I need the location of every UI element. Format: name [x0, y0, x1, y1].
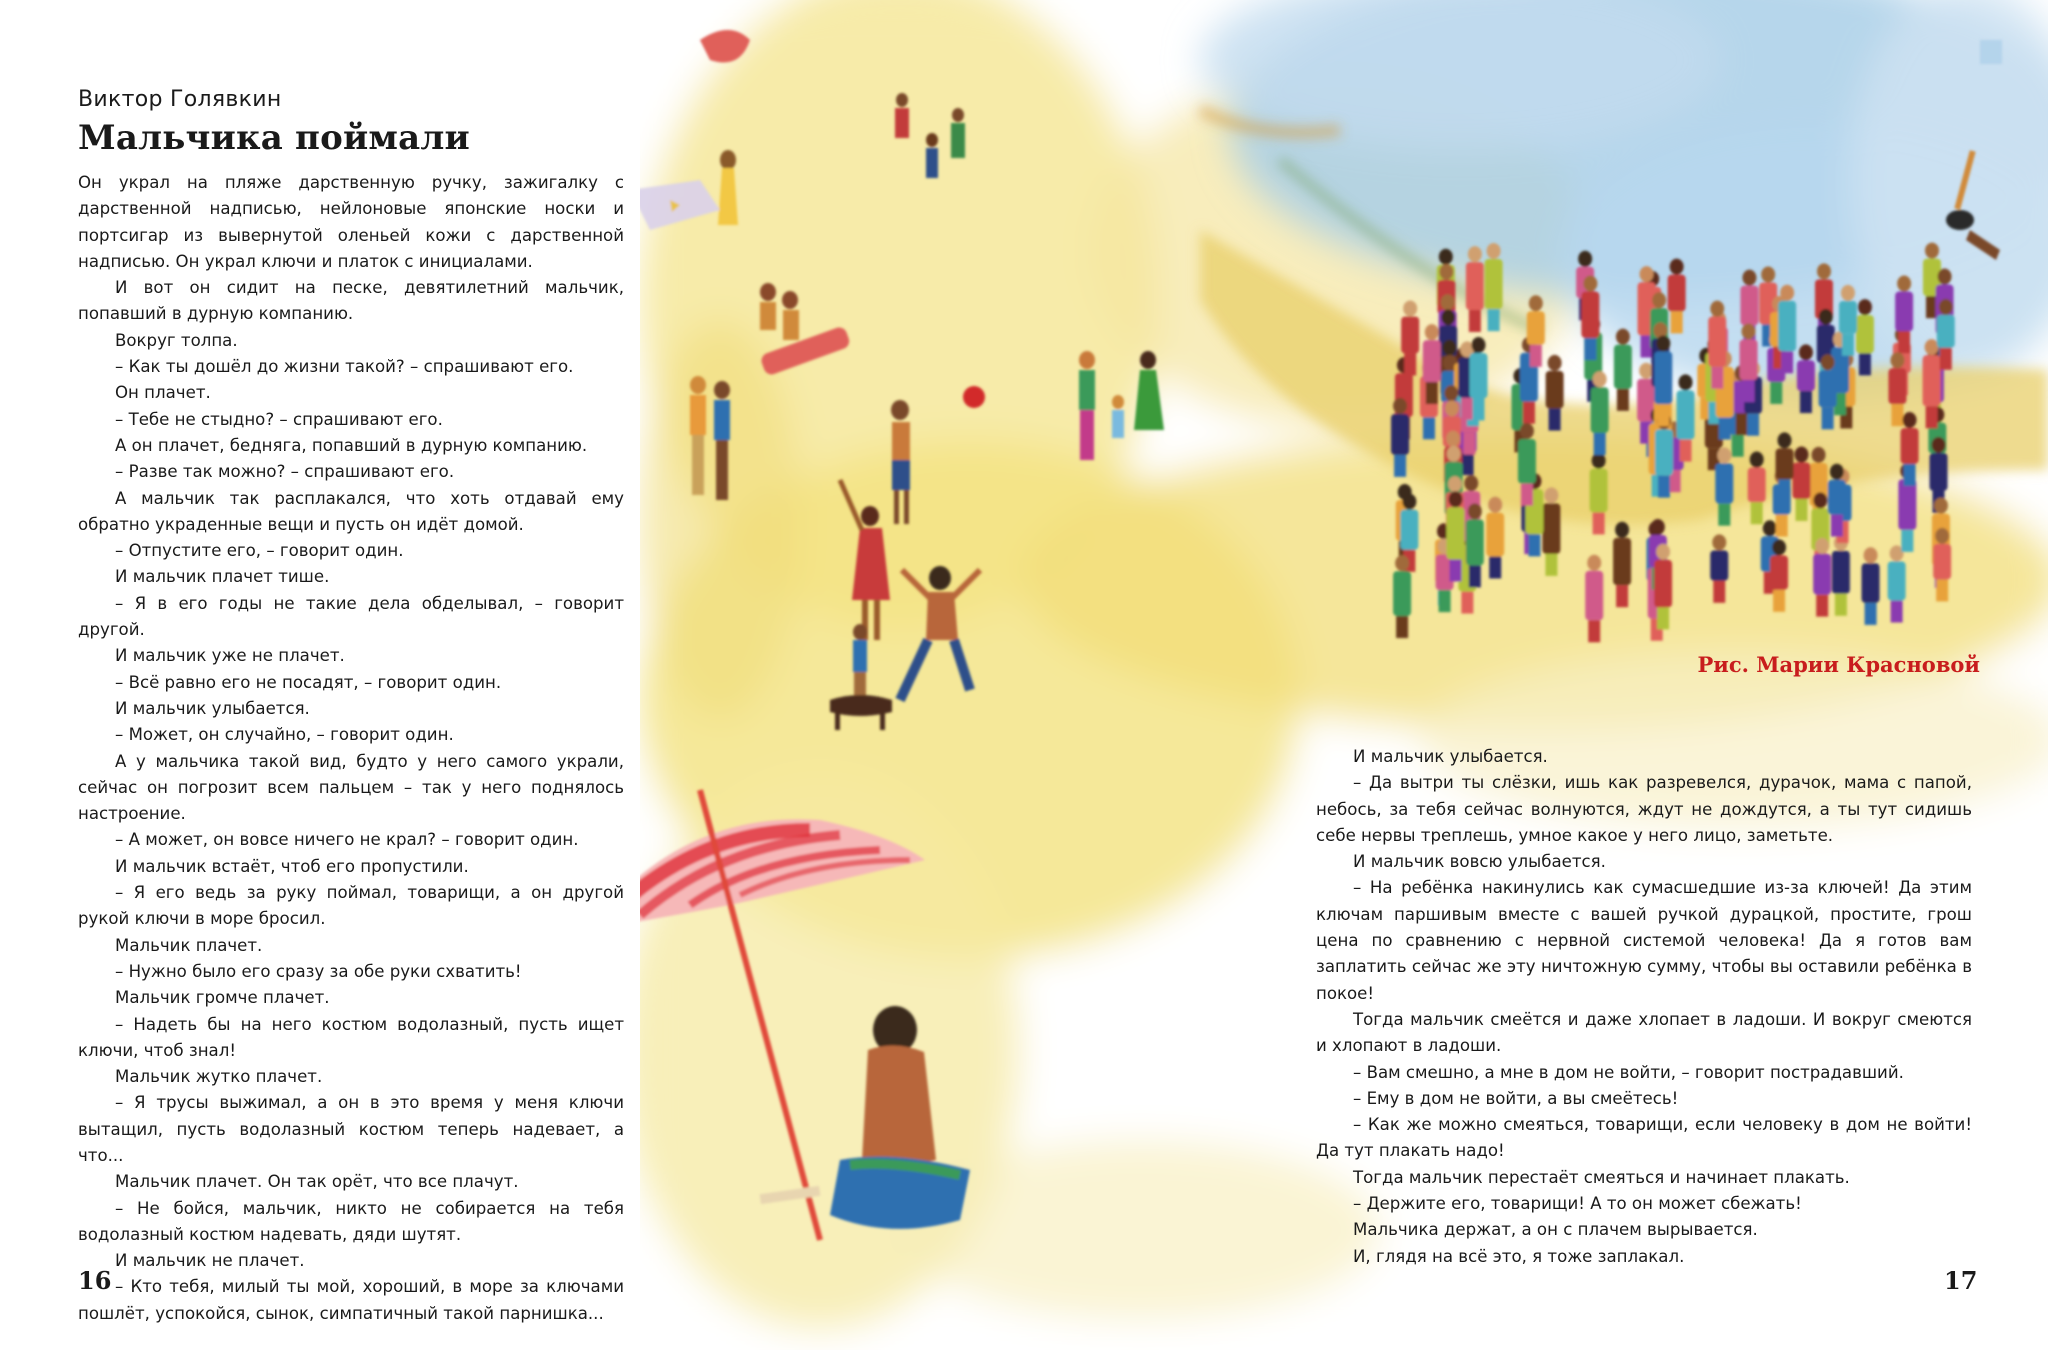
crowd-person-legs [1773, 590, 1785, 612]
crowd-person-body [1813, 554, 1831, 595]
crowd-person-head [1468, 503, 1482, 519]
paragraph: Тогда мальчик перестаёт смеяться и начинает плакать. [1353, 1167, 1850, 1187]
crowd-person-legs [1711, 367, 1723, 389]
crowd-person-body [1393, 571, 1411, 616]
crowd-person-head [1750, 452, 1764, 468]
crowd-person-head [1830, 464, 1844, 480]
crowd-person-body [1710, 550, 1728, 580]
paragraph: – Я в его годы не такие дела обделывал, – говорит другой. [78, 593, 624, 640]
paragraph: Вокруг толпа. [115, 330, 238, 350]
crowd-person-legs [1904, 464, 1916, 486]
crowd-person-head [1935, 528, 1949, 544]
crowd-person-legs [1657, 607, 1669, 629]
crowd-person-legs [1770, 382, 1782, 404]
crowd-person-head [1897, 276, 1911, 292]
paragraph: И мальчик встаёт, чтоб его пропустили. [115, 856, 469, 876]
crowd-person-body [1740, 286, 1758, 326]
paragraph: Тогда мальчик смеётся и даже хлопает в ладоши. И вокруг смеются и хлопают в ладоши. [1316, 1009, 1972, 1056]
crowd-person-legs [1859, 353, 1871, 375]
crowd-person-body [1654, 560, 1672, 608]
crowd-person-head [1425, 324, 1439, 340]
crowd-person-head [1858, 299, 1872, 315]
crowd-person-legs [1423, 417, 1435, 439]
crowd-person-legs [1469, 310, 1481, 332]
crowd-person-legs [1488, 309, 1500, 331]
paragraph: А мальчик так расплакался, что хоть отдавай ему обратно украденные вещи и пусть он идёт домой. [78, 488, 624, 534]
crowd-person-body [1677, 390, 1695, 439]
left-page-paragraphs [78, 170, 624, 1327]
crowd-person-head [1778, 432, 1792, 448]
crowd-person-head [1615, 522, 1629, 538]
crowd-person-legs [1588, 620, 1600, 642]
crowd-person-body [1391, 414, 1409, 455]
crowd-person-head [1640, 266, 1654, 282]
crowd-person-body [1655, 429, 1673, 475]
crowd-person-head [1815, 538, 1829, 554]
crowd-person-body [1527, 311, 1545, 345]
crowd-person-legs [1719, 418, 1731, 440]
crowd-person-head [1938, 269, 1952, 285]
crowd-person-body [1797, 360, 1815, 391]
crowd-person-body [1470, 353, 1488, 398]
crowd-person-head [1932, 437, 1946, 453]
crowd-person-body [1776, 448, 1794, 479]
crowd-person-body [1770, 555, 1788, 589]
crowd-person-head [1442, 340, 1456, 356]
crowd-person-legs [1617, 389, 1629, 411]
paragraph: – Не бойся, мальчик, никто не собирается на тебя водолазный костюм надевать, дяди шутят. [78, 1198, 624, 1244]
crowd-person-body [1933, 544, 1951, 579]
crowd-person-legs [1680, 440, 1692, 462]
crowd-person-head [1903, 412, 1917, 428]
page-number-right: 17 [1944, 1266, 1978, 1295]
crowd-person-head [1763, 520, 1777, 536]
crowd-person-legs [1940, 348, 1952, 370]
crowd-person-body [1446, 507, 1464, 559]
crowd-person-head [1652, 292, 1666, 308]
crowd-person-head [1488, 497, 1502, 513]
crowd-person-body [1832, 551, 1850, 594]
crowd-person-legs [1891, 404, 1903, 426]
crowd-person-legs [1616, 585, 1628, 607]
crowd-person-head [1841, 285, 1855, 301]
crowd-person-legs [1394, 455, 1406, 477]
crowd-person-legs [1822, 407, 1834, 429]
crowd-person-body [1715, 463, 1733, 503]
crowd-person-head [1583, 276, 1597, 292]
paragraph: – Отпустите его, – говорит один. [115, 541, 404, 561]
illustration-caption: Рис. Марии Красновой [1697, 652, 1980, 677]
paragraph: И мальчик вовсю улыбается. [1353, 852, 1606, 872]
crowd-person-legs [1462, 453, 1474, 475]
crowd-person-head [1780, 285, 1794, 301]
crowd-person-body [1591, 387, 1609, 433]
crowd-person-body [1581, 292, 1599, 338]
crowd-person-head [1448, 476, 1462, 492]
crowd-person-body [1485, 259, 1503, 309]
crowd-person-head [1472, 337, 1486, 353]
crowd-person-legs [1584, 338, 1596, 360]
crowd-person-legs [1469, 565, 1481, 587]
crowd-person-head [1441, 294, 1455, 310]
crowd-person-head [1447, 446, 1461, 462]
crowd-person-head [1717, 447, 1731, 463]
crowd-person-head [1742, 323, 1756, 339]
crowd-person-body [1486, 513, 1504, 557]
crowd-person-head [1821, 354, 1835, 370]
crowd-person-head [1925, 339, 1939, 355]
crowd-person-body [1895, 292, 1913, 332]
page-number-left: 16 [78, 1266, 112, 1295]
crowd-person-body [1748, 468, 1766, 503]
crowd-person-head [1548, 355, 1562, 371]
crowd-person-body [1901, 428, 1919, 464]
crowd-person-head [1651, 519, 1665, 535]
crowd-person-legs [1396, 616, 1408, 638]
crowd-person-body [1862, 563, 1880, 603]
crowd-person-legs [1449, 559, 1461, 581]
crowd-person-head [1710, 301, 1724, 317]
crowd-person-head [1446, 431, 1460, 447]
crowd-person-legs [1461, 398, 1473, 420]
crowd-person-legs [1439, 590, 1451, 612]
crowd-person-legs [1816, 595, 1828, 617]
crowd-person-head [1799, 344, 1813, 360]
crowd-person-head [1817, 263, 1831, 279]
crowd-person-legs [1521, 484, 1533, 506]
crowd-person-body [1614, 345, 1632, 389]
crowd-person-head [1529, 295, 1543, 311]
crowd-person-body [1740, 339, 1758, 380]
paragraph: Мальчик громче плачет. [115, 988, 330, 1008]
crowd-person-head [1819, 309, 1833, 325]
crowd-person-legs [1891, 601, 1903, 623]
paragraph: Он украл на пляже дарственную ручку, зажигалку с дарственной надписью, нейлоновые японские носки и портсигар из вывернутой оленьей кожи с дарственной надписью. Он украл ключи и платок с инициалами. [78, 173, 624, 271]
crowd-person-legs [1713, 581, 1725, 603]
crowd-person-legs [1751, 502, 1763, 524]
crowd-person-head [1864, 547, 1878, 563]
crowd-person-legs [1842, 334, 1854, 356]
crowd-person-head [1441, 309, 1455, 325]
crowd-person-head [1403, 300, 1417, 316]
crowd-person-legs [1865, 603, 1877, 625]
crowd-person-head [1544, 487, 1558, 503]
crowd-person-body [1466, 519, 1484, 565]
crowd-person-legs [1779, 479, 1791, 501]
crowd-person-legs [1898, 331, 1910, 353]
crowd-person-legs [1463, 433, 1475, 455]
crowd-person-legs [1835, 594, 1847, 616]
crowd-person-head [1639, 363, 1653, 379]
crowd-person-body [1888, 368, 1906, 404]
crowd-person-head [1925, 243, 1939, 259]
crowd-person-head [1393, 398, 1407, 414]
crowd-person-body [1423, 340, 1441, 382]
crowd-person-head [1761, 267, 1775, 283]
crowd-person-head [1712, 534, 1726, 550]
crowd-person-head [1679, 374, 1693, 390]
crowd-person-head [1448, 491, 1462, 507]
crowd-person-legs [1901, 530, 1913, 552]
crowd-person-head [1890, 352, 1904, 368]
paragraph: – Как же можно смеяться, товарищи, если человеку в дом не войти! Да тут плакать надо! [1316, 1115, 1972, 1161]
crowd-person-head [1656, 335, 1670, 351]
right-page-text [1316, 744, 1972, 1270]
paragraph: Мальчика держат, а он с плачем вырывается. [1353, 1220, 1758, 1240]
crowd-person-body [1400, 510, 1418, 550]
crowd-person-body [1828, 480, 1846, 515]
crowd-person-body [1542, 503, 1560, 554]
paragraph: – Ему в дом не войти, а вы смеётесь! [1353, 1088, 1679, 1108]
crowd-person-head [1812, 447, 1826, 463]
crowd-person-head [1587, 555, 1601, 571]
crowd-person-body [1590, 469, 1608, 513]
crowd-person-legs [1461, 592, 1473, 614]
crowd-person-legs [1594, 433, 1606, 455]
paragraph: Мальчик жутко плачет. [115, 1067, 323, 1087]
crowd-person-head [1578, 251, 1592, 267]
crowd-person-head [1593, 371, 1607, 387]
paragraph: – Нужно было его сразу за обе руки схватить! [115, 961, 522, 981]
crowd-person-body [1898, 479, 1916, 530]
crowd-person-head [1439, 264, 1453, 280]
paragraph: – Держите его, товарищи! А то он может сбежать! [1353, 1194, 1802, 1214]
crowd-person-body [1613, 538, 1631, 585]
paragraph: И, глядя на всё это, я тоже заплакал. [1353, 1246, 1685, 1266]
crowd-person-legs [1549, 409, 1561, 431]
paragraph: – На ребёнка накинулись как сумасшедшие из-за ключей! Да этим ключам паршивым вместе с вашей ручкой дурацкой, простите, грош цена по сравнению с нервной системой человека! Да я готов вам заплатить сейчас же эту ничтожную сумму, чтобы вы оставили ребёнка в покое! [1316, 878, 1972, 1003]
crowd-person-head [1670, 259, 1684, 275]
crowd-person-legs [1781, 351, 1793, 373]
crowd-person-head [1464, 475, 1478, 491]
paragraph: И мальчик плачет тише. [115, 567, 330, 587]
author: Виктор Голявкин [78, 87, 282, 112]
story-title: Мальчика поймали [78, 118, 470, 158]
paragraph: – Может, он случайно, – говорит один. [115, 725, 454, 745]
crowd-person-legs [1732, 435, 1744, 457]
crowd-person-legs [1718, 504, 1730, 526]
paragraph: – Я его ведь за руку поймал, товарищи, а он другой рукой ключи в море бросил. [78, 883, 624, 929]
paragraph: А он плачет, бедняга, попавший в дурную компанию. [115, 435, 588, 455]
crowd-person-body [1401, 316, 1419, 353]
crowd-person-legs [1657, 404, 1669, 426]
paragraph: – Тебе не стыдно? – спрашивают его. [115, 409, 443, 429]
crowd-person-head [1772, 539, 1786, 555]
crowd-person-head [1813, 492, 1827, 508]
crowd-person-head [1487, 243, 1501, 259]
crowd-person-legs [1530, 345, 1542, 367]
crowd-person-legs [1593, 512, 1605, 534]
crowd-person-legs [1658, 476, 1670, 498]
crowd-person-body [1839, 301, 1857, 334]
paragraph: А у мальчика такой вид, будто у него самого украли, сейчас он погрозит всем пальцем – так у него поднялось настроение. [78, 751, 624, 824]
crowd-person-legs [1800, 391, 1812, 413]
paragraph: И мальчик улыбается. [1353, 747, 1548, 766]
crowd-person-body [1792, 463, 1810, 499]
paragraph: Мальчик плачет. [115, 935, 263, 955]
crowd-person-head [1939, 299, 1953, 315]
crowd-person-head [1444, 385, 1458, 401]
crowd-person-legs [1473, 398, 1485, 420]
paragraph: И мальчик не плачет. [115, 1251, 305, 1271]
paragraph: – Разве так можно? – спрашивают его. [115, 462, 455, 482]
crowd-person-head [1794, 447, 1808, 463]
paragraph: Он плачет. [115, 383, 211, 403]
paragraph: – Кто тебя, милый ты мой, хороший, в море за ключами пошлёт, успокойся, сынок, симпатичный такой парнишка... [78, 1277, 624, 1323]
paragraph: – Вам смешно, а мне в дом не войти, – говорит пострадавший. [1353, 1062, 1904, 1082]
crowd-person-legs [1671, 311, 1683, 333]
left-page-text [78, 86, 624, 1327]
crowd-person-legs [1545, 554, 1557, 576]
crowd-person-legs [1523, 402, 1535, 424]
crowd-person-body [1923, 355, 1941, 406]
crowd-person-legs [1795, 499, 1807, 521]
crowd-person-legs [1926, 406, 1938, 428]
crowd-person-body [1937, 315, 1955, 348]
paragraph: И мальчик улыбается. [115, 698, 310, 718]
crowd-person-body [1585, 571, 1603, 621]
paragraph: – Всё равно его не посадят, – говорит один. [115, 672, 502, 692]
crowd-person-head [1445, 400, 1459, 416]
crowd-person-head [1616, 329, 1630, 345]
crowd-person-body [1930, 453, 1948, 491]
crowd-person-head [1520, 423, 1534, 439]
crowd-person-legs [1743, 380, 1755, 402]
crowd-person-legs [1736, 413, 1748, 435]
crowd-person-head [1439, 249, 1453, 265]
paragraph: Мальчик плачет. Он так орёт, что все плачут. [115, 1172, 519, 1192]
crowd-person-body [1518, 439, 1536, 484]
crowd-person-legs [1426, 382, 1438, 404]
crowd-person-body [1668, 275, 1686, 312]
crowd-person-body [1888, 561, 1906, 600]
crowd-person-legs [1831, 515, 1843, 537]
paragraph: – Надеть бы на него костюм водолазный, пусть ищет ключи, чтоб знал! [78, 1014, 624, 1060]
crowd-person-body [1466, 262, 1484, 310]
paragraph: – А может, он вовсе ничего не крал? – говорит один. [115, 830, 579, 850]
right-page-paragraphs [1316, 744, 1972, 1270]
crowd-person-head [1402, 494, 1416, 510]
crowd-person-legs [1489, 556, 1501, 578]
paragraph: И вот он сидит на песке, девятилетний мальчик, попавший в дурную компанию. [78, 278, 624, 324]
paragraph: – Да вытри ты слёзки, ишь как разревелся, дурачок, мама с папой, небось, за тебя сейчас волнуются, ждут не дождутся, а ты тут сидишь себе нервы треплешь, умное какое у него лицо, заметьте. [1316, 773, 1972, 845]
paragraph: И мальчик уже не плачет. [115, 646, 345, 666]
crowd-person-head [1468, 246, 1482, 262]
crowd-person-head [1592, 453, 1606, 469]
crowd-person-legs [1528, 534, 1540, 556]
crowd-person-head [1395, 555, 1409, 571]
crowd-person-body [1708, 317, 1726, 367]
crowd-person-body [1654, 351, 1672, 404]
crowd-person-head [1934, 498, 1948, 514]
crowd-person-legs [1404, 354, 1416, 376]
paragraph: – Как ты дошёл до жизни такой? – спрашивают его. [115, 357, 574, 377]
crowd-person-body [1856, 315, 1874, 353]
crowd-person-head [1656, 544, 1670, 560]
crowd-person-body [1819, 370, 1837, 407]
crowd-person-head [1742, 270, 1756, 286]
crowd-person-body [1778, 301, 1796, 352]
crowd-person-legs [1747, 414, 1759, 436]
crowd-person-legs [1936, 579, 1948, 601]
paragraph: – Я трусы выжимал, а он в это время у меня ключи вытащил, пусть водолазный костюм теперь надевает, а что... [78, 1093, 624, 1165]
crowd-person-legs [1776, 515, 1788, 537]
crowd-person-body [1546, 371, 1564, 409]
